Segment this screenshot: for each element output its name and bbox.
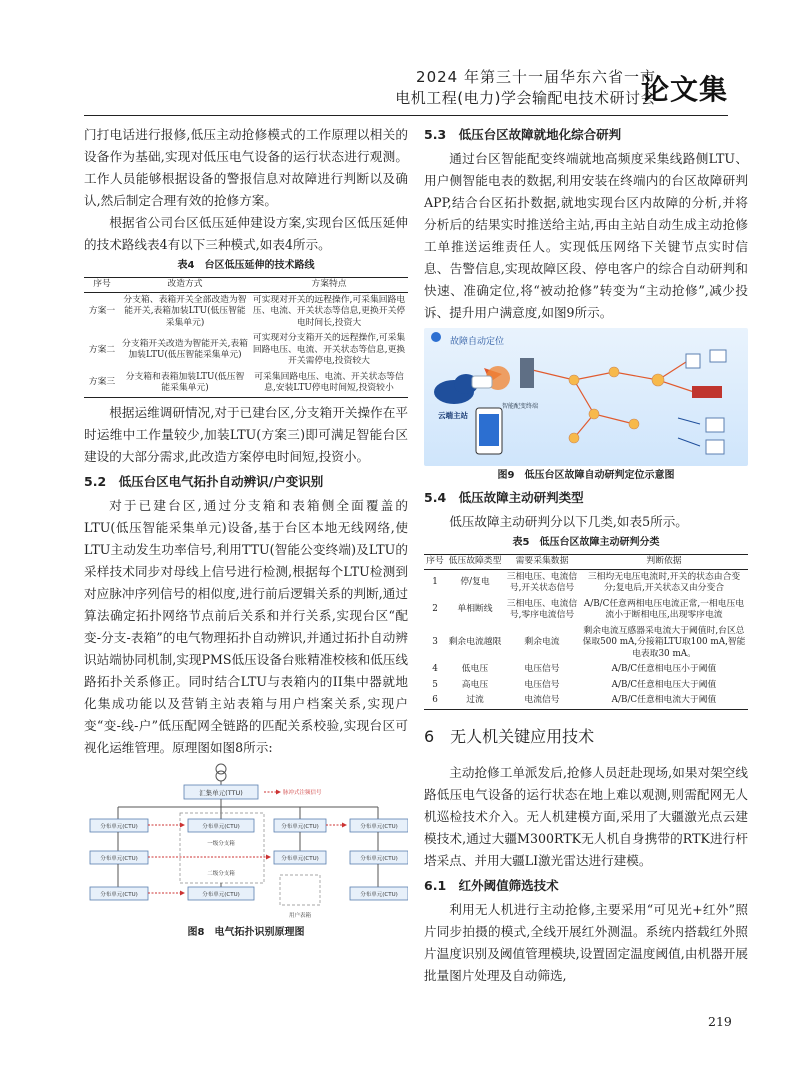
legend-label: 脉冲式注频信号: [283, 789, 322, 796]
table-row: [424, 597, 748, 624]
car-icon: [706, 418, 724, 432]
table5-header: 判断依据: [580, 555, 748, 570]
table-row: [424, 569, 748, 597]
svg-text:分布单元(CTU): 分布单元(CTU): [202, 891, 240, 898]
table4-header: 改造方式: [120, 278, 250, 293]
table5-header: 需要采集数据: [504, 555, 580, 570]
table-cell: 可实现对分支箱开关的远程操作,可采集回路电压、电流、开关状态等信息,更换开关需停电,投资较大: [252, 333, 406, 366]
header-conference-line1: 2024 年第三十一届华东六省一市: [416, 68, 656, 86]
fault-location-illustration: [424, 328, 748, 466]
paragraph: 利用无人机进行主动抢修,主要采用“可见光+红外”照片同步拍摄的模式,全线开展红外测温。系统内搭载红外照片温度识别及阈值管理模块,设置固定温度阈值,由机器开展批量图片处理及自动筛选,: [424, 901, 748, 983]
table-cell: 5: [432, 679, 438, 690]
table-cell: 分支箱、表箱开关全部改造为智能开关,表箱加装LTU(低压智能采集单元): [123, 294, 247, 328]
cbu-row-2: [90, 832, 408, 864]
paragraph: 对于已建台区,通过分支箱和表箱侧全面覆盖的LTU(低压智能采集单元)设备,基于台区本地无线网络,使LTU主动发生功率信号,利用TTU(智能公变终端)及LTU的采样技术同步对母线上信号进行检测,根据每个LTU检测到对应脉冲序列信号的相似度,进行前后逻辑关系的判断,通过算法确定拓扑网络节点前后关系和并行关系,实现台区“配变-分支-表箱”的电气物理拓扑自动辨识,并通过拓扑自动辨识站端协同机制,实现PMS低压设备台账精准校核和低压线路拓扑关系修正。同时结合LTU与表箱内的II集中器就地化集成功能以及营销主站表箱与用户档案关系,实现户变“变-线-户”低压配网全链路的匹配关系校验,实现台区可视化运维管理。原理图如图8所示:: [84, 497, 408, 755]
figure-8-caption: 图8 电气拓扑识别原理图: [187, 926, 305, 938]
user-meter-label: 用户表箱: [288, 912, 312, 919]
section-heading-5-3: 5.3 低压台区故障就地化综合研判: [424, 127, 622, 142]
table-cell: 方案一: [88, 306, 116, 316]
svg-text:智能配变终端: 智能配变终端: [502, 403, 539, 410]
table-cell: 剩余电流越限: [448, 637, 502, 647]
svg-text:分布单元(CTU): 分布单元(CTU): [281, 823, 319, 830]
table-row: [84, 331, 408, 370]
table-cell: 单相断线: [457, 604, 493, 615]
table5: [424, 554, 748, 710]
table-cell: 可实现对开关的远程操作,可采集回路电压、电流、开关状态等信息,更换开关停电时间长,投资大: [252, 294, 406, 328]
svg-text:分布单元(CTU): 分布单元(CTU): [360, 855, 398, 862]
table-cell: 三相电压、电流信号,开关状态信号: [506, 571, 578, 593]
location-icon: [431, 332, 441, 342]
cbu-row-1: [90, 807, 408, 832]
camera-icon: [706, 440, 724, 454]
svg-text:分布单元(CTU): 分布单元(CTU): [281, 855, 319, 862]
header-proceedings-badge: 论文集: [640, 73, 728, 106]
table5-header: 低压故障类型: [446, 555, 504, 570]
page-header: [0, 0, 800, 107]
table-cell: A/B/C任意相电流大于阈值: [580, 693, 748, 709]
svg-text:分布单元(CTU): 分布单元(CTU): [202, 823, 240, 830]
svg-text:分布单元(CTU): 分布单元(CTU): [100, 855, 138, 862]
monitor-icon: [710, 350, 726, 362]
table-row: [424, 624, 748, 663]
figure-9-caption: 图9 低压台区故障自动研判定位示意图: [497, 470, 675, 481]
table-row: [84, 370, 408, 398]
paragraph: 门打电话进行报修,低压主动抢修模式的工作原理以相关的设备作为基础,实现对低压电气设备的运行状态进行观测。工作人员能够根据设备的警报信息对故障进行判断以及确认,然后制定合理有效的抢修方案。: [84, 127, 408, 208]
section-heading-5-2: 5.2 低压台区电气拓扑自动辨识/户变识别: [84, 473, 324, 489]
figure-9: [424, 328, 748, 484]
header-rule: [84, 115, 728, 116]
table4-header: 序号: [84, 278, 120, 293]
fault-badge: [692, 386, 722, 398]
panel-title: 故障自动定位: [450, 337, 505, 347]
table-cell: 1: [432, 577, 438, 588]
table-cell: 过流: [446, 693, 504, 709]
table5-caption: 表5 低压台区故障主动研判分类: [512, 537, 660, 548]
paragraph: 低压故障主动研判分以下几类,如表5所示。: [449, 514, 688, 529]
table-cell: 停/复电: [460, 577, 490, 588]
table-cell: 电压信号: [524, 679, 560, 690]
page-number: 219: [708, 1014, 732, 1029]
table4: [84, 277, 408, 398]
table-cell: A/B/C任意两相电压电流正常,一相电压电流小于断相电压,出现零序电流: [583, 598, 745, 620]
table4-header: 方案特点: [250, 278, 408, 293]
paragraph: 主动抢修工单派发后,抢修人员赶赴现场,如果对架空线路低压电气设备的运行状态在地上难以观测,则需配网无人机巡检技术介入。无人机建模方面,采用了大疆激光点云建模技术,通过大疆M300RTK无人机自身携带的RTK进行杆塔采点、并用大疆LI激光雷达进行建模。: [424, 764, 748, 868]
transformer-icon: [520, 358, 534, 388]
secondary-branch-label: 二级分支箱: [207, 870, 235, 877]
table-cell: 剩余电流: [524, 637, 560, 647]
paragraph: 根据运维调研情况,对于已建台区,分支箱开关操作在平时运维中工作量较少,加装LTU(方案三)即可满足智能台区建设的大部分需求,此改造方案停电时间短,投资小。: [84, 404, 408, 464]
table-row: [424, 678, 748, 694]
table-cell: 高电压: [461, 679, 489, 690]
left-column: [84, 124, 408, 941]
table-cell: 方案二: [88, 344, 116, 355]
table-cell: A/B/C任意相电压大于阈值: [611, 679, 717, 690]
paragraph: 根据省公司台区低压延伸建设方案,实现台区低压延伸的技术路线表4有以下三种模式,如表4所示。: [84, 215, 408, 252]
svg-text:云端主站: 云端主站: [438, 411, 468, 420]
ttu-label: 汇集单元(TTU): [199, 788, 243, 797]
table-cell: 方案三: [84, 370, 120, 398]
svg-text:分布单元(CTU): 分布单元(CTU): [100, 891, 138, 898]
table-cell: 剩余电流互感器采电流大于阈值时,台区总保取500 mA,分接箱LTU取100 mA,智能电表取30 mA。: [582, 625, 746, 659]
section-heading-5-4: 5.4 低压故障主动研判类型: [424, 490, 584, 505]
topology-diagram: [84, 763, 408, 923]
right-column: [424, 124, 748, 987]
svg-text:分布单元(CTU): 分布单元(CTU): [360, 891, 398, 898]
table-cell: 分支箱开关改造为智能开关,表箱加装LTU(低压智能采集单元): [122, 338, 248, 361]
section-heading-6: 6 无人机关键应用技术: [424, 726, 595, 746]
fault-location-panel: [424, 328, 748, 466]
cbu-row-3: [90, 864, 408, 900]
table-cell: 3: [432, 637, 438, 647]
paragraph: 通过台区智能配变终端就地高频度采集线路侧LTU、用户侧智能电表的数据,利用安装在终端内的台区故障研判APP,结合台区拓扑数据,就地实现台区内故障的分析,并将分析后的结果实时推送给主站,再由主站自动生成主动抢修工单推送运维责任人。实现低压网络下关键节点实时信息、告警信息,实现故障区段、停电客户的综合自动研判和快速、准确定位,将“被动抢修”转变为“主动抢修”,减少投诉、提升用户满意度,如图9所示。: [424, 151, 748, 320]
svg-text:分布单元(CTU): 分布单元(CTU): [100, 823, 138, 830]
svg-text:分布单元(CTU): 分布单元(CTU): [360, 823, 398, 830]
table-cell: 2: [432, 604, 438, 615]
table-cell: A/B/C任意相电压小于阈值: [611, 664, 717, 674]
table-cell: 电流信号: [504, 693, 580, 709]
branch-label: 一级分支箱: [207, 840, 235, 847]
table-row: [84, 292, 408, 331]
table-cell: 可采集回路电压、电流、开关状态等信息,安装LTU停电时间短,投资较小: [250, 370, 408, 398]
table-row: [424, 662, 748, 678]
transformer-icon: [216, 764, 226, 785]
table5-header: 序号: [424, 555, 446, 570]
table-cell: 分支箱和表箱加装LTU(低压智能采集单元): [120, 370, 250, 398]
header-conference-line2: 电机工程(电力)学会输配电技术研讨会: [395, 89, 656, 107]
meter-icon: [686, 354, 700, 368]
table-cell: 电压信号: [524, 664, 560, 674]
table-row: [424, 693, 748, 709]
section-heading-6-1: 6.1 红外阈值筛选技术: [424, 877, 559, 893]
table-cell: 4: [432, 664, 438, 674]
table-cell: 6: [424, 693, 446, 709]
table-cell: 三相均无电压电流时,开关的状态由合变分;复电后,开关状态又由分变合: [587, 571, 741, 593]
table4-caption: 表4 台区低压延伸的技术路线: [177, 260, 315, 271]
table-cell: 三相电压、电流信号,零序电流信号: [506, 598, 578, 620]
table-cell: 低电压: [461, 664, 489, 674]
figure-8: [84, 763, 408, 941]
